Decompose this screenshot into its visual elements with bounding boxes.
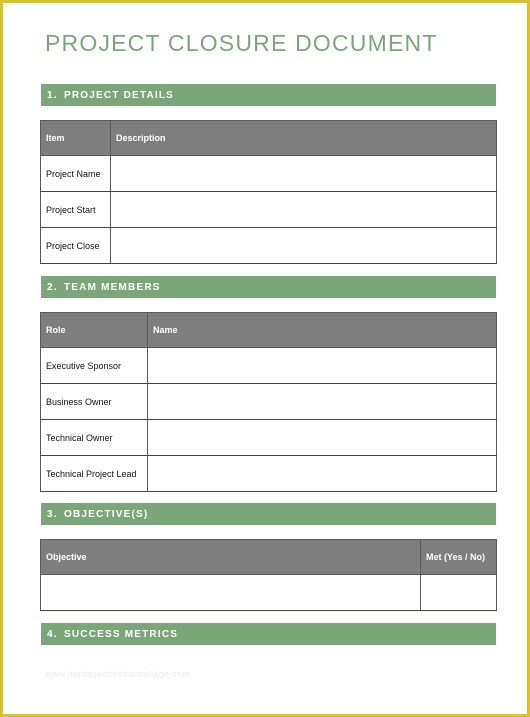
document-title: PROJECT CLOSURE DOCUMENT	[45, 30, 438, 56]
column-header-met: Met (Yes / No)	[421, 540, 497, 575]
team-members-table	[40, 312, 497, 492]
row-label: Business Owner	[41, 384, 148, 420]
column-header-role: Role	[41, 313, 148, 348]
row-label: Executive Sponsor	[41, 348, 148, 384]
table-row	[41, 228, 497, 264]
row-label: Technical Owner	[41, 420, 148, 456]
table-row	[41, 156, 497, 192]
row-value-cell[interactable]	[148, 348, 497, 384]
row-value-cell[interactable]	[148, 384, 497, 420]
table-header-row	[41, 121, 497, 156]
section-number: 3.	[47, 508, 58, 520]
met-cell[interactable]	[421, 575, 497, 611]
row-label: Technical Project Lead	[41, 456, 148, 492]
table-row	[41, 192, 497, 228]
section-heading-objectives	[41, 503, 496, 525]
column-header-objective: Objective	[41, 540, 421, 575]
section-title: SUCCESS METRICS	[64, 628, 179, 640]
section-title: PROJECT DETAILS	[64, 89, 175, 101]
table-header-row	[41, 313, 497, 348]
column-header-description: Description	[111, 121, 497, 156]
section-number: 2.	[47, 281, 58, 293]
column-header-name: Name	[148, 313, 497, 348]
row-value-cell[interactable]	[148, 420, 497, 456]
section-heading-team-members	[41, 276, 496, 298]
row-label: Project Start	[41, 192, 111, 228]
project-details-table	[40, 120, 497, 264]
table-row	[41, 348, 497, 384]
table-row	[41, 456, 497, 492]
objectives-table	[40, 539, 497, 611]
row-value-cell[interactable]	[111, 156, 497, 192]
table-row	[41, 384, 497, 420]
table-row	[41, 575, 497, 611]
row-value-cell[interactable]	[148, 456, 497, 492]
section-heading-project-details	[41, 84, 496, 106]
watermark-text: www.heritagechristiancollege.com	[45, 669, 191, 679]
objective-cell[interactable]	[41, 575, 421, 611]
section-heading-success-metrics	[41, 623, 496, 645]
column-header-item: Item	[41, 121, 111, 156]
section-title: TEAM MEMBERS	[64, 281, 161, 293]
section-number: 4.	[47, 628, 58, 640]
table-header-row	[41, 540, 497, 575]
row-value-cell[interactable]	[111, 228, 497, 264]
table-row	[41, 420, 497, 456]
row-value-cell[interactable]	[111, 192, 497, 228]
row-label: Project Close	[41, 228, 111, 264]
row-label: Project Name	[41, 156, 111, 192]
section-number: 1.	[47, 89, 58, 101]
section-title: OBJECTIVE(S)	[64, 508, 149, 520]
